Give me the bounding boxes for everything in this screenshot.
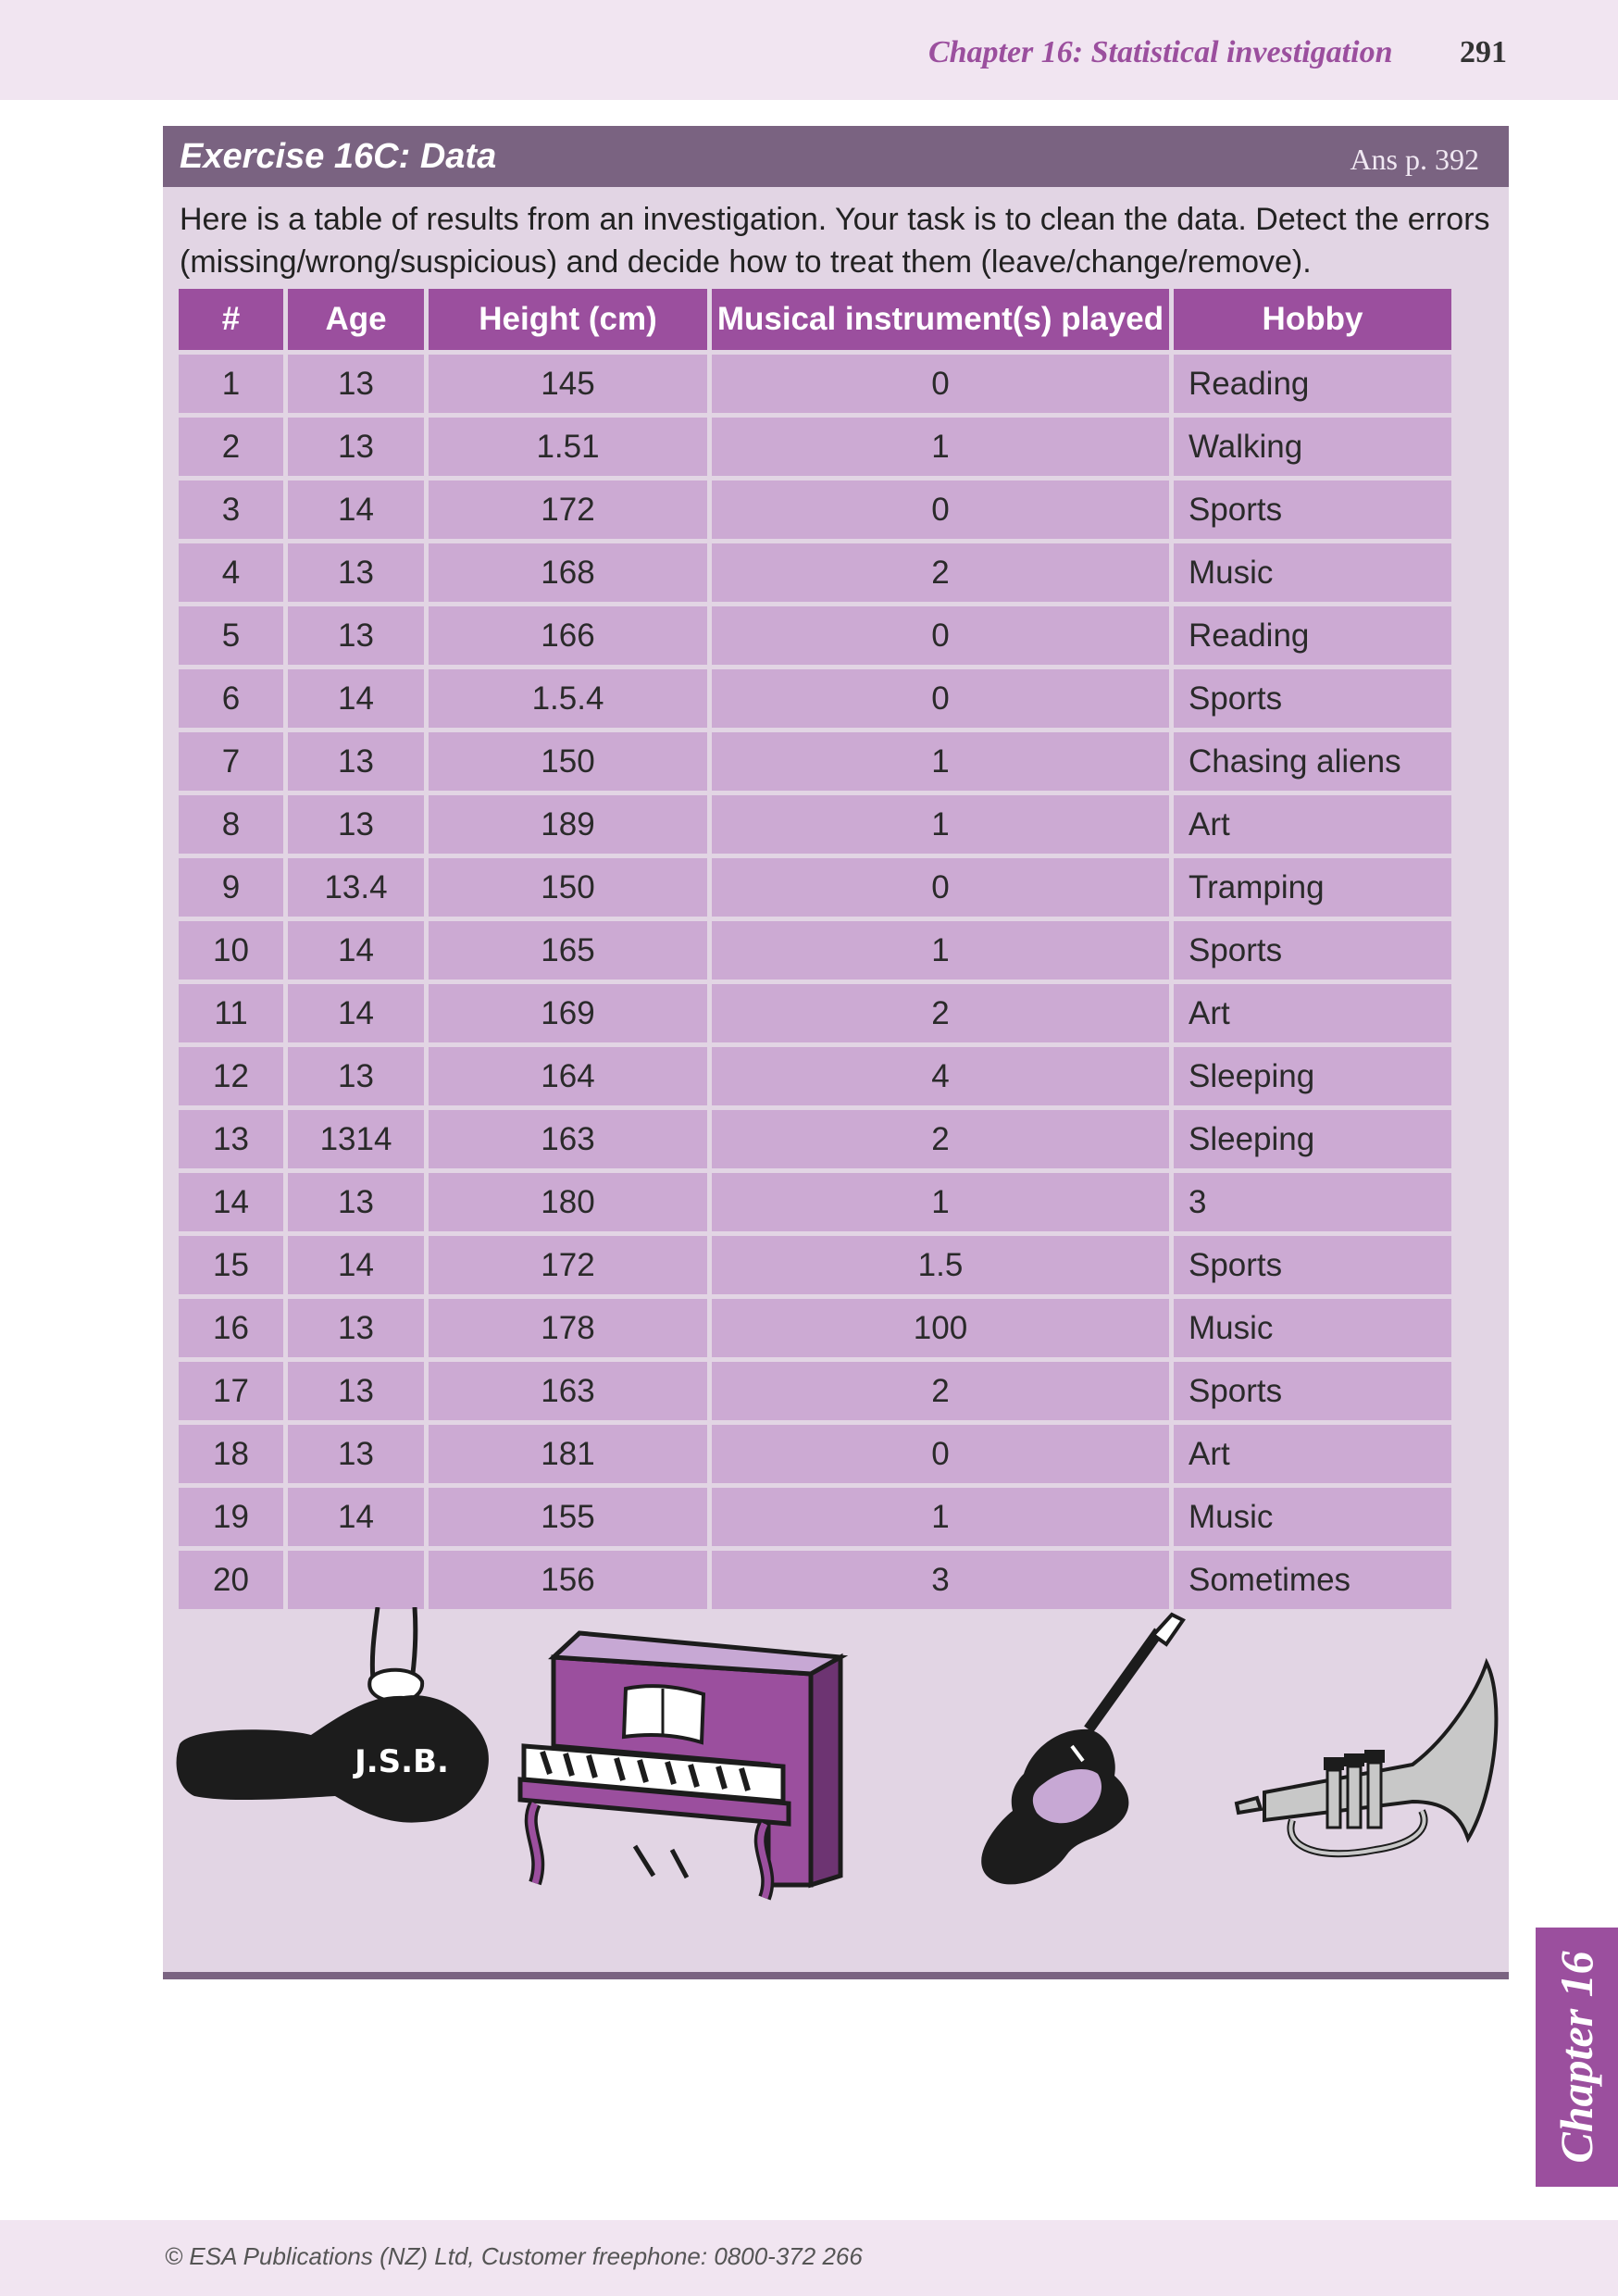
- table-cell-height: 156: [429, 1551, 707, 1609]
- table-cell-height: 145: [429, 355, 707, 413]
- header-hobby: Hobby: [1174, 289, 1451, 350]
- table-cell-number: 2: [179, 418, 283, 476]
- table-cell-number: 6: [179, 669, 283, 728]
- table-cell-height: 1.51: [429, 418, 707, 476]
- table-row: [179, 858, 1451, 917]
- table-cell-instruments: 1.5: [712, 1236, 1169, 1294]
- table-cell-height: 166: [429, 606, 707, 665]
- table-row: [179, 732, 1451, 791]
- table-row: [179, 1362, 1451, 1420]
- table-cell-age: 14: [288, 1488, 424, 1546]
- exercise-bottom-rule: [163, 1972, 1509, 1979]
- table-row: [179, 1488, 1451, 1546]
- table-cell-hobby: Sometimes: [1174, 1551, 1451, 1609]
- table-cell-height: 189: [429, 795, 707, 854]
- table-row: [179, 543, 1451, 602]
- table-cell-height: 178: [429, 1299, 707, 1357]
- table-cell-age: [288, 1551, 424, 1609]
- electric-guitar-icon: [981, 1615, 1183, 1884]
- table-cell-instruments: 1: [712, 418, 1169, 476]
- table-cell-instruments: 2: [712, 543, 1169, 602]
- table-cell-hobby: Music: [1174, 1488, 1451, 1546]
- table-row: [179, 1173, 1451, 1231]
- table-cell-height: 164: [429, 1047, 707, 1105]
- table-cell-age: 14: [288, 480, 424, 539]
- table-header-row: [179, 289, 1451, 350]
- table-cell-number: 10: [179, 921, 283, 980]
- table-row: [179, 1047, 1451, 1105]
- table-cell-age: 13: [288, 732, 424, 791]
- table-cell-instruments: 0: [712, 355, 1169, 413]
- table-cell-age: 14: [288, 669, 424, 728]
- exercise-instructions: Here is a table of results from an investigation. Your task is to clean the data. Detect the errors (missing/wrong/suspicious) and decide how to treat them (leave/change/remove).: [180, 202, 1490, 280]
- table-cell-hobby: Chasing aliens: [1174, 732, 1451, 791]
- guitar-case-label: J.S.B.: [355, 1743, 449, 1780]
- table-cell-number: 14: [179, 1173, 283, 1231]
- table-cell-hobby: Walking: [1174, 418, 1451, 476]
- table-cell-number: 20: [179, 1551, 283, 1609]
- chapter-side-tab: [1536, 1928, 1618, 2187]
- table-cell-number: 12: [179, 1047, 283, 1105]
- table-cell-number: 7: [179, 732, 283, 791]
- table-row: [179, 984, 1451, 1042]
- table-cell-age: 13: [288, 1047, 424, 1105]
- table-cell-number: 9: [179, 858, 283, 917]
- table-cell-number: 15: [179, 1236, 283, 1294]
- exercise-title: Exercise 16C: Data: [180, 137, 497, 176]
- table-cell-age: 13.4: [288, 858, 424, 917]
- table-row: [179, 1299, 1451, 1357]
- results-table: [174, 284, 1456, 1614]
- table-cell-age: 13: [288, 355, 424, 413]
- table-cell-hobby: Sports: [1174, 480, 1451, 539]
- table-cell-number: 4: [179, 543, 283, 602]
- table-row: [179, 1551, 1451, 1609]
- table-cell-height: 168: [429, 543, 707, 602]
- table-cell-age: 13: [288, 795, 424, 854]
- table-row: [179, 1236, 1451, 1294]
- table-cell-height: 163: [429, 1110, 707, 1168]
- table-cell-instruments: 1: [712, 921, 1169, 980]
- table-cell-height: 163: [429, 1362, 707, 1420]
- table-cell-hobby: Art: [1174, 984, 1451, 1042]
- table-cell-number: 1: [179, 355, 283, 413]
- table-cell-instruments: 0: [712, 1425, 1169, 1483]
- table-cell-instruments: 1: [712, 1488, 1169, 1546]
- instrument-illustrations: [172, 1607, 1505, 1922]
- table-cell-instruments: 0: [712, 669, 1169, 728]
- table-cell-hobby: Art: [1174, 1425, 1451, 1483]
- header-age: Age: [288, 289, 424, 350]
- table-cell-hobby: Reading: [1174, 606, 1451, 665]
- table-cell-age: 13: [288, 606, 424, 665]
- header-height: Height (cm): [429, 289, 707, 350]
- table-cell-hobby: Sleeping: [1174, 1047, 1451, 1105]
- header-number: #: [179, 289, 283, 350]
- table-cell-instruments: 1: [712, 732, 1169, 791]
- page-number: 291: [1460, 35, 1507, 69]
- table-cell-age: 13: [288, 418, 424, 476]
- table-row: [179, 921, 1451, 980]
- table-cell-height: 150: [429, 732, 707, 791]
- table-cell-height: 181: [429, 1425, 707, 1483]
- table-cell-age: 13: [288, 1425, 424, 1483]
- table-cell-hobby: Reading: [1174, 355, 1451, 413]
- table-cell-height: 180: [429, 1173, 707, 1231]
- table-cell-height: 150: [429, 858, 707, 917]
- table-cell-height: 172: [429, 1236, 707, 1294]
- footer-copyright: © ESA Publications (NZ) Ltd, Customer freephone: 0800-372 266: [165, 2242, 863, 2270]
- table-cell-hobby: Tramping: [1174, 858, 1451, 917]
- table-cell-hobby: Sports: [1174, 921, 1451, 980]
- table-cell-hobby: Music: [1174, 543, 1451, 602]
- table-cell-age: 13: [288, 1173, 424, 1231]
- footer-band: [0, 2220, 1618, 2296]
- table-cell-instruments: 0: [712, 858, 1169, 917]
- table-cell-hobby: Sports: [1174, 669, 1451, 728]
- table-cell-number: 11: [179, 984, 283, 1042]
- table-cell-height: 165: [429, 921, 707, 980]
- table-cell-instruments: 2: [712, 1110, 1169, 1168]
- table-cell-age: 1314: [288, 1110, 424, 1168]
- table-body: [179, 355, 1451, 1609]
- table-row: [179, 795, 1451, 854]
- table-cell-age: 13: [288, 1362, 424, 1420]
- table-cell-height: 1.5.4: [429, 669, 707, 728]
- table-cell-instruments: 100: [712, 1299, 1169, 1357]
- table-cell-number: 5: [179, 606, 283, 665]
- table-cell-number: 3: [179, 480, 283, 539]
- table-cell-number: 16: [179, 1299, 283, 1357]
- trumpet-icon: [1237, 1663, 1496, 1853]
- table-cell-number: 17: [179, 1362, 283, 1420]
- table-cell-hobby: Sports: [1174, 1236, 1451, 1294]
- table-row: [179, 1110, 1451, 1168]
- table-cell-age: 14: [288, 1236, 424, 1294]
- table-row: [179, 669, 1451, 728]
- table-cell-number: 18: [179, 1425, 283, 1483]
- table-cell-number: 8: [179, 795, 283, 854]
- table-cell-age: 14: [288, 984, 424, 1042]
- table-row: [179, 1425, 1451, 1483]
- table-cell-hobby: Sleeping: [1174, 1110, 1451, 1168]
- table-cell-instruments: 3: [712, 1551, 1169, 1609]
- table-row: [179, 355, 1451, 413]
- answers-reference: Ans p. 392: [1350, 143, 1479, 176]
- table-cell-instruments: 4: [712, 1047, 1169, 1105]
- table-cell-height: 155: [429, 1488, 707, 1546]
- table-cell-hobby: Music: [1174, 1299, 1451, 1357]
- header-band: [0, 0, 1618, 100]
- running-head: [928, 35, 1507, 70]
- table-cell-instruments: 0: [712, 606, 1169, 665]
- table-row: [179, 418, 1451, 476]
- table-cell-age: 13: [288, 543, 424, 602]
- table-row: [179, 480, 1451, 539]
- table-cell-instruments: 1: [712, 1173, 1169, 1231]
- table-cell-instruments: 2: [712, 1362, 1169, 1420]
- table-row: [179, 606, 1451, 665]
- table-cell-height: 172: [429, 480, 707, 539]
- piano-icon: [520, 1633, 840, 1898]
- chapter-title: Chapter 16: Statistical investigation: [927, 35, 1393, 69]
- table-cell-number: 13: [179, 1110, 283, 1168]
- table-cell-hobby: Sports: [1174, 1362, 1451, 1420]
- table-cell-instruments: 2: [712, 984, 1169, 1042]
- table-cell-hobby: Art: [1174, 795, 1451, 854]
- exercise-title-bar: [163, 126, 1509, 187]
- table-cell-age: 13: [288, 1299, 424, 1357]
- table-cell-age: 14: [288, 921, 424, 980]
- table-cell-instruments: 0: [712, 480, 1169, 539]
- guitar-case-icon: [177, 1607, 489, 1823]
- chapter-side-tab-label: Chapter 16: [1550, 1951, 1602, 2164]
- table-cell-number: 19: [179, 1488, 283, 1546]
- exercise-box: [163, 126, 1509, 1973]
- header-instruments: Musical instrument(s) played: [712, 289, 1169, 350]
- table-cell-instruments: 1: [712, 795, 1169, 854]
- table-cell-hobby: 3: [1174, 1173, 1451, 1231]
- table-cell-height: 169: [429, 984, 707, 1042]
